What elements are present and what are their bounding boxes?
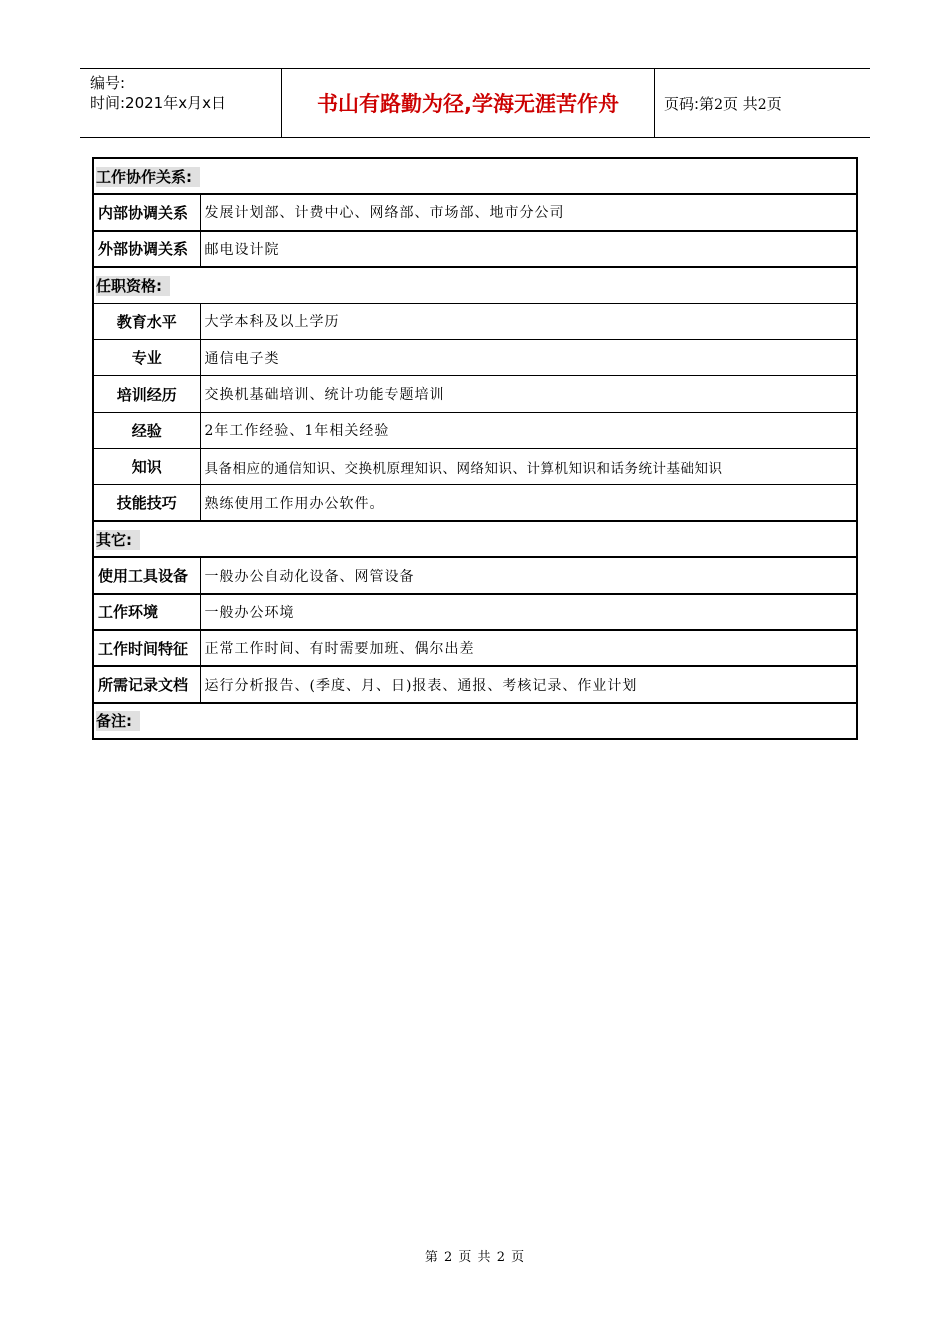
external-coordination-label: 外部协调关系 [93, 231, 200, 267]
records-value: 运行分析报告、(季度、月、日)报表、通报、考核记录、作业计划 [200, 666, 857, 702]
education-value: 大学本科及以上学历 [200, 303, 857, 339]
table-row [93, 194, 857, 230]
section-title-remarks: 备注: [96, 711, 140, 731]
header-motto: 书山有路勤为径,学海无涯苦作舟 [317, 92, 619, 116]
external-coordination-value: 邮电设计院 [200, 231, 857, 267]
tools-value: 一般办公自动化设备、网管设备 [200, 557, 857, 593]
major-label: 专业 [93, 340, 200, 376]
skills-value: 熟练使用工作用办公软件。 [200, 485, 857, 521]
page-footer: 第 2 页 共 2 页 [424, 1250, 526, 1265]
table-row [93, 231, 857, 267]
table-row [93, 557, 857, 593]
table-row [93, 594, 857, 630]
internal-coordination-value: 发展计划部、计费中心、网络部、市场部、地市分公司 [200, 194, 857, 230]
records-label: 所需记录文档 [93, 666, 200, 702]
work-time-label: 工作时间特征 [93, 630, 200, 666]
document-number-label: 编号: [90, 74, 126, 92]
table-row [93, 630, 857, 666]
section-row-remarks [93, 703, 857, 739]
major-value: 通信电子类 [200, 340, 857, 376]
experience-value: 2年工作经验、1年相关经验 [200, 412, 857, 448]
work-time-value: 正常工作时间、有时需要加班、偶尔出差 [200, 630, 857, 666]
section-row-other [93, 521, 857, 557]
header-divider [654, 69, 655, 137]
knowledge-label: 知识 [93, 449, 200, 485]
environment-value: 一般办公环境 [200, 594, 857, 630]
table-row [93, 449, 857, 485]
section-title-other: 其它: [96, 530, 140, 550]
table-row [93, 303, 857, 339]
job-description-table [92, 157, 858, 740]
training-label: 培训经历 [93, 376, 200, 412]
header-meta [90, 73, 226, 113]
section-row-collab [93, 158, 857, 194]
table-row [93, 666, 857, 702]
internal-coordination-label: 内部协调关系 [93, 194, 200, 230]
skills-label: 技能技巧 [93, 485, 200, 521]
section-title-qualification: 任职资格: [96, 276, 170, 296]
knowledge-value: 具备相应的通信知识、交换机原理知识、网络知识、计算机知识和话务统计基础知识 [200, 449, 857, 485]
header-page-number: 页码:第2页 共2页 [664, 95, 782, 113]
section-title-collab: 工作协作关系: [96, 167, 200, 187]
experience-label: 经验 [93, 412, 200, 448]
table-row [93, 485, 857, 521]
document-date: 时间:2021年x月x日 [90, 94, 226, 112]
tools-label: 使用工具设备 [93, 557, 200, 593]
table-row [93, 376, 857, 412]
table-row [93, 340, 857, 376]
training-value: 交换机基础培训、统计功能专题培训 [200, 376, 857, 412]
page-header [80, 68, 870, 138]
environment-label: 工作环境 [93, 594, 200, 630]
table-row [93, 412, 857, 448]
education-label: 教育水平 [93, 303, 200, 339]
section-row-qualification [93, 267, 857, 303]
